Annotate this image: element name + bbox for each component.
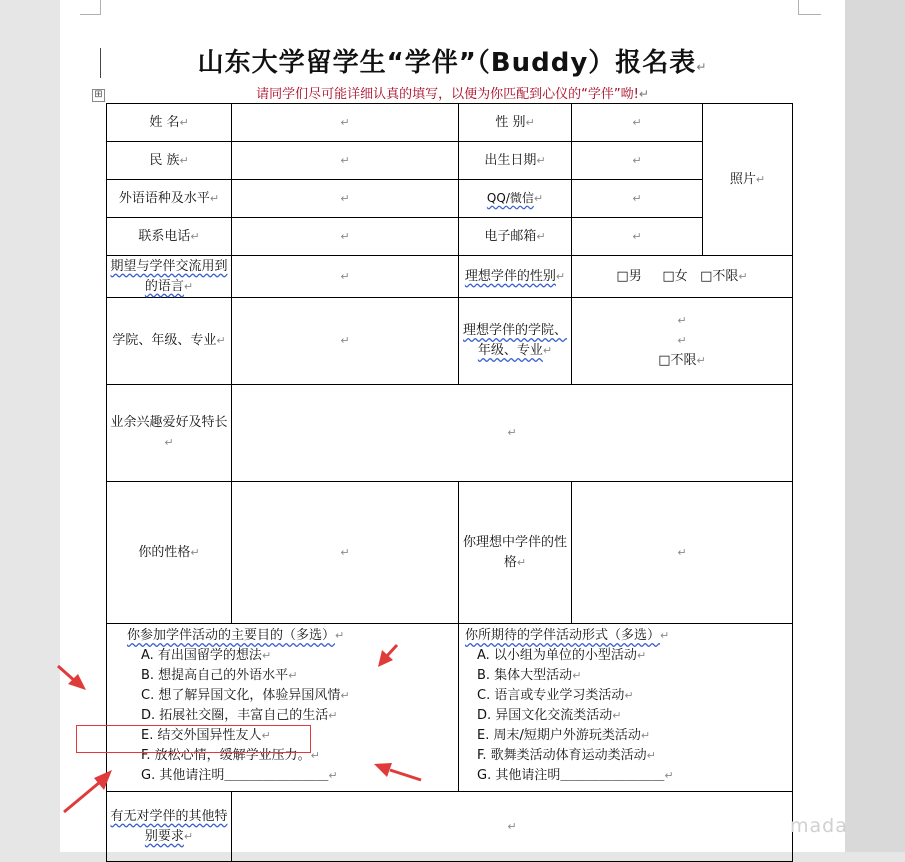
activity-option-c[interactable]: C. 语言或专业学习类活动↵ xyxy=(477,688,634,703)
ideal-gender-options: □男 □女 □不限↵ xyxy=(572,256,793,298)
hobbies-label: 业余兴趣爱好及特长↵ xyxy=(107,385,232,482)
language-level-label: 外语语种及水平↵ xyxy=(107,180,232,218)
ideal-gender-label: 理想学伴的性别↵ xyxy=(459,256,572,298)
checkbox-any-college[interactable]: □不限 xyxy=(658,353,697,368)
purpose-option-d[interactable]: D. 拓展社交圈，丰富自己的生活↵ xyxy=(141,708,338,723)
photo-cell[interactable]: 照片↵ xyxy=(703,104,793,256)
ideal-college-cell[interactable]: ↵ ↵ □不限↵ xyxy=(572,298,793,385)
gender-label: 性 别↵ xyxy=(459,104,572,142)
checkbox-any-gender[interactable]: □不限 xyxy=(700,268,739,284)
expected-language-label: 期望与学伴交流用到的语言↵ xyxy=(107,256,232,298)
activity-option-e[interactable]: E. 周末/短期户外游玩类活动↵ xyxy=(477,728,651,743)
expected-language-input-cell[interactable]: ↵ xyxy=(232,256,459,298)
phone-label: 联系电话↵ xyxy=(107,218,232,256)
personality-label: 你的性格↵ xyxy=(107,482,232,624)
checkbox-female[interactable]: □女 xyxy=(662,268,688,284)
birthdate-label: 出生日期↵ xyxy=(459,142,572,180)
email-input-cell[interactable]: ↵ xyxy=(572,218,703,256)
activity-option-f[interactable]: F. 歌舞类活动体育运动类活动↵ xyxy=(477,748,656,763)
form-title[interactable]: 山东大学留学生“学伴”（Buddy）报名表↵ xyxy=(197,48,708,78)
special-requirements-input-cell[interactable]: ↵ xyxy=(232,792,793,862)
purpose-option-c[interactable]: C. 想了解异国文化，体验异国风情↵ xyxy=(141,688,350,703)
purpose-options-cell[interactable]: 你参加学伴活动的主要目的（多选）↵ A. 有出国留学的想法↵ B. 想提高自己的外语水平↵ C. 想了解异国文化，体验异国风情↵ D. 拓展社交圈，丰富自己的生活↵ E. 结交外国异性友人↵ F. 放松心情，缓解学业压力。↵ G. 其他请注明＿＿＿＿＿＿＿＿↵ xyxy=(107,624,459,792)
activity-option-g[interactable]: G. 其他请注明＿＿＿＿＿＿＿＿↵ xyxy=(477,768,674,783)
activity-option-b[interactable]: B. 集体大型活动↵ xyxy=(477,668,582,683)
hobbies-input-cell[interactable]: ↵ xyxy=(232,385,793,482)
annotation-arrow-upper-right xyxy=(378,645,397,667)
name-label: 姓 名↵ xyxy=(107,104,232,142)
phone-input-cell[interactable]: ↵ xyxy=(232,218,459,256)
ethnicity-label: 民 族↵ xyxy=(107,142,232,180)
language-level-input-cell[interactable]: ↵ xyxy=(232,180,459,218)
purpose-option-f[interactable]: F. 放松心情，缓解学业压力。↵ xyxy=(141,748,320,763)
qq-wechat-input-cell[interactable]: ↵ xyxy=(572,180,703,218)
college-input-cell[interactable]: ↵ xyxy=(232,298,459,385)
purpose-option-g[interactable]: G. 其他请注明＿＿＿＿＿＿＿＿↵ xyxy=(141,768,338,783)
checkbox-male[interactable]: □男 xyxy=(616,268,642,284)
ethnicity-input-cell[interactable]: ↵ xyxy=(232,142,459,180)
college-label: 学院、年级、专业↵ xyxy=(107,298,232,385)
email-label: 电子邮箱↵ xyxy=(459,218,572,256)
purpose-option-b[interactable]: B. 想提高自己的外语水平↵ xyxy=(141,668,298,683)
birthdate-input-cell[interactable]: ↵ xyxy=(572,142,703,180)
qq-wechat-label: QQ/微信↵ xyxy=(459,180,572,218)
activity-option-a[interactable]: A. 以小组为单位的小型活动↵ xyxy=(477,648,647,663)
personality-input-cell[interactable]: ↵ xyxy=(232,482,459,624)
watermark-text: mada xyxy=(790,815,848,837)
table-move-handle[interactable]: ⊞ xyxy=(92,89,105,102)
special-requirements-label: 有无对学伴的其他特别要求↵ xyxy=(107,792,232,862)
activity-options-cell[interactable]: 你所期待的学伴活动形式（多选）↵ A. 以小组为单位的小型活动↵ B. 集体大型活动↵ C. 语言或专业学习类活动↵ D. 异国文化交流类活动↵ E. 周末/短期户外游玩类活动↵ F. 歌舞类活动体育运动类活动↵ G. 其他请注明＿＿＿＿＿＿＿＿↵ xyxy=(459,624,793,792)
ideal-college-label: 理想学伴的学院、年级、专业↵ xyxy=(459,298,572,385)
ideal-personality-input-cell[interactable]: ↵ xyxy=(572,482,793,624)
purpose-option-a[interactable]: A. 有出国留学的想法↵ xyxy=(141,648,272,663)
annotation-arrow-left xyxy=(58,666,86,690)
form-subtitle[interactable]: 请同学们尽可能详细认真的填写，以便为你匹配到心仪的“学伴”呦!↵ xyxy=(256,87,649,102)
name-input-cell[interactable]: ↵ xyxy=(232,104,459,142)
gender-input-cell[interactable]: ↵ xyxy=(572,104,703,142)
purpose-option-e[interactable]: E. 结交外国异性友人↵ xyxy=(141,728,271,743)
ideal-personality-label: 你理想中学伴的性格↵ xyxy=(459,482,572,624)
annotation-arrow-bottom-left xyxy=(64,770,112,812)
annotation-arrow-bottom-right xyxy=(374,763,421,780)
activity-option-d[interactable]: D. 异国文化交流类活动↵ xyxy=(477,708,622,723)
